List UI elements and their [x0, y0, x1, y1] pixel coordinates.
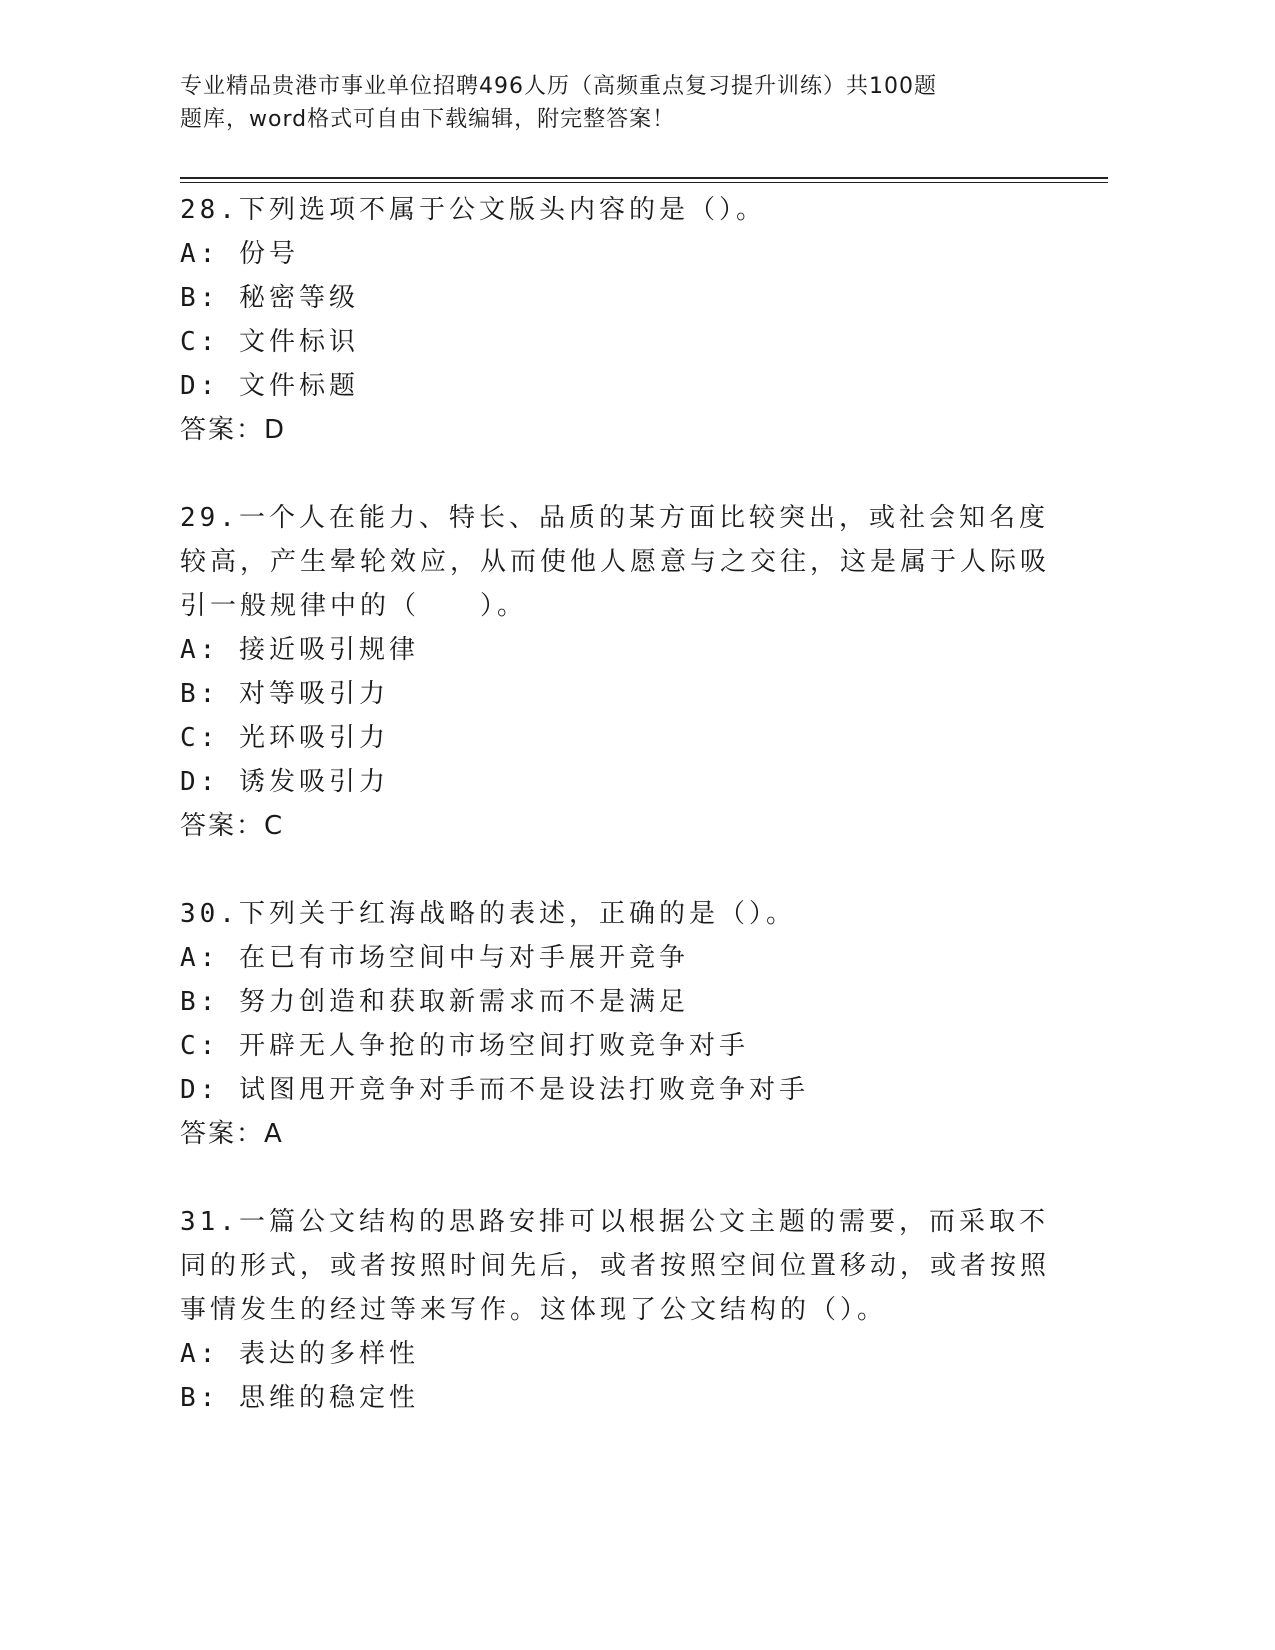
answer: 答案：C [180, 811, 285, 841]
option-d [180, 1068, 1050, 1112]
option-d [180, 760, 1050, 804]
question-31 [180, 1200, 1050, 1420]
option-text: 秘密等级 [238, 283, 359, 313]
option-label: A: [180, 1339, 239, 1369]
option-text: 文件标题 [238, 371, 359, 401]
option-label: B: [180, 679, 239, 709]
option-text: 诱发吸引力 [238, 767, 389, 797]
option-d [180, 364, 1050, 408]
question-text: 28.下列选项不属于公文版头内容的是（）。 [180, 195, 766, 225]
question-text: 30.下列关于红海战略的表述，正确的是（）。 [180, 899, 796, 929]
option-text: 对等吸引力 [238, 679, 389, 709]
option-b [180, 672, 1050, 716]
option-text: 试图甩开竞争对手而不是设法打败竞争对手 [238, 1075, 809, 1105]
option-label: C: [180, 723, 239, 753]
option-label: B: [180, 987, 239, 1017]
question-29 [180, 496, 1050, 848]
option-label: A: [180, 635, 239, 665]
option-a [180, 628, 1050, 672]
option-label: A: [180, 239, 239, 269]
document-header [180, 70, 1010, 136]
header-rule-thin [180, 182, 1108, 183]
option-a [180, 232, 1050, 276]
option-c [180, 320, 1050, 364]
option-a [180, 936, 1050, 980]
header-rule-thick [180, 177, 1108, 179]
option-c [180, 716, 1050, 760]
option-a [180, 1332, 1050, 1376]
option-label: A: [180, 943, 239, 973]
option-label: B: [180, 1383, 239, 1413]
option-label: D: [180, 767, 239, 797]
question-text: 31.一篇公文结构的思路安排可以根据公文主题的需要，而采取不同的形式，或者按照时间先后，或者按照空间位置移动，或者按照事情发生的经过等来写作。这体现了公文结构的（）。 [180, 1207, 1051, 1325]
question-28 [180, 188, 1050, 452]
option-label: B: [180, 283, 239, 313]
option-label: C: [180, 327, 239, 357]
answer: 答案：A [180, 1119, 284, 1149]
option-c [180, 1024, 1050, 1068]
option-text: 在已有市场空间中与对手展开竞争 [238, 943, 689, 973]
option-text: 开辟无人争抢的市场空间打败竞争对手 [238, 1031, 749, 1061]
option-text: 接近吸引规律 [238, 635, 419, 665]
option-text: 思维的稳定性 [238, 1383, 419, 1413]
option-text: 努力创造和获取新需求而不是满足 [238, 987, 689, 1017]
question-text: 29.一个人在能力、特长、品质的某方面比较突出，或社会知名度较高，产生晕轮效应，从而使他人愿意与之交往，这是属于人际吸引一般规律中的（ ）。 [180, 503, 1051, 621]
option-b [180, 276, 1050, 320]
option-text: 表达的多样性 [238, 1339, 419, 1369]
header-line-1: 专业精品贵港市事业单位招聘496人历（高频重点复习提升训练）共100题 [180, 74, 937, 99]
option-b [180, 980, 1050, 1024]
option-text: 文件标识 [238, 327, 359, 357]
question-30 [180, 892, 1050, 1156]
option-b [180, 1376, 1050, 1420]
answer: 答案：D [180, 415, 287, 445]
question-list [180, 188, 1050, 1464]
option-label: D: [180, 371, 239, 401]
option-text: 光环吸引力 [238, 723, 389, 753]
option-label: D: [180, 1075, 239, 1105]
option-label: C: [180, 1031, 239, 1061]
header-line-2: 题库，word格式可自由下载编辑，附完整答案！ [180, 107, 676, 132]
option-text: 份号 [238, 239, 299, 269]
